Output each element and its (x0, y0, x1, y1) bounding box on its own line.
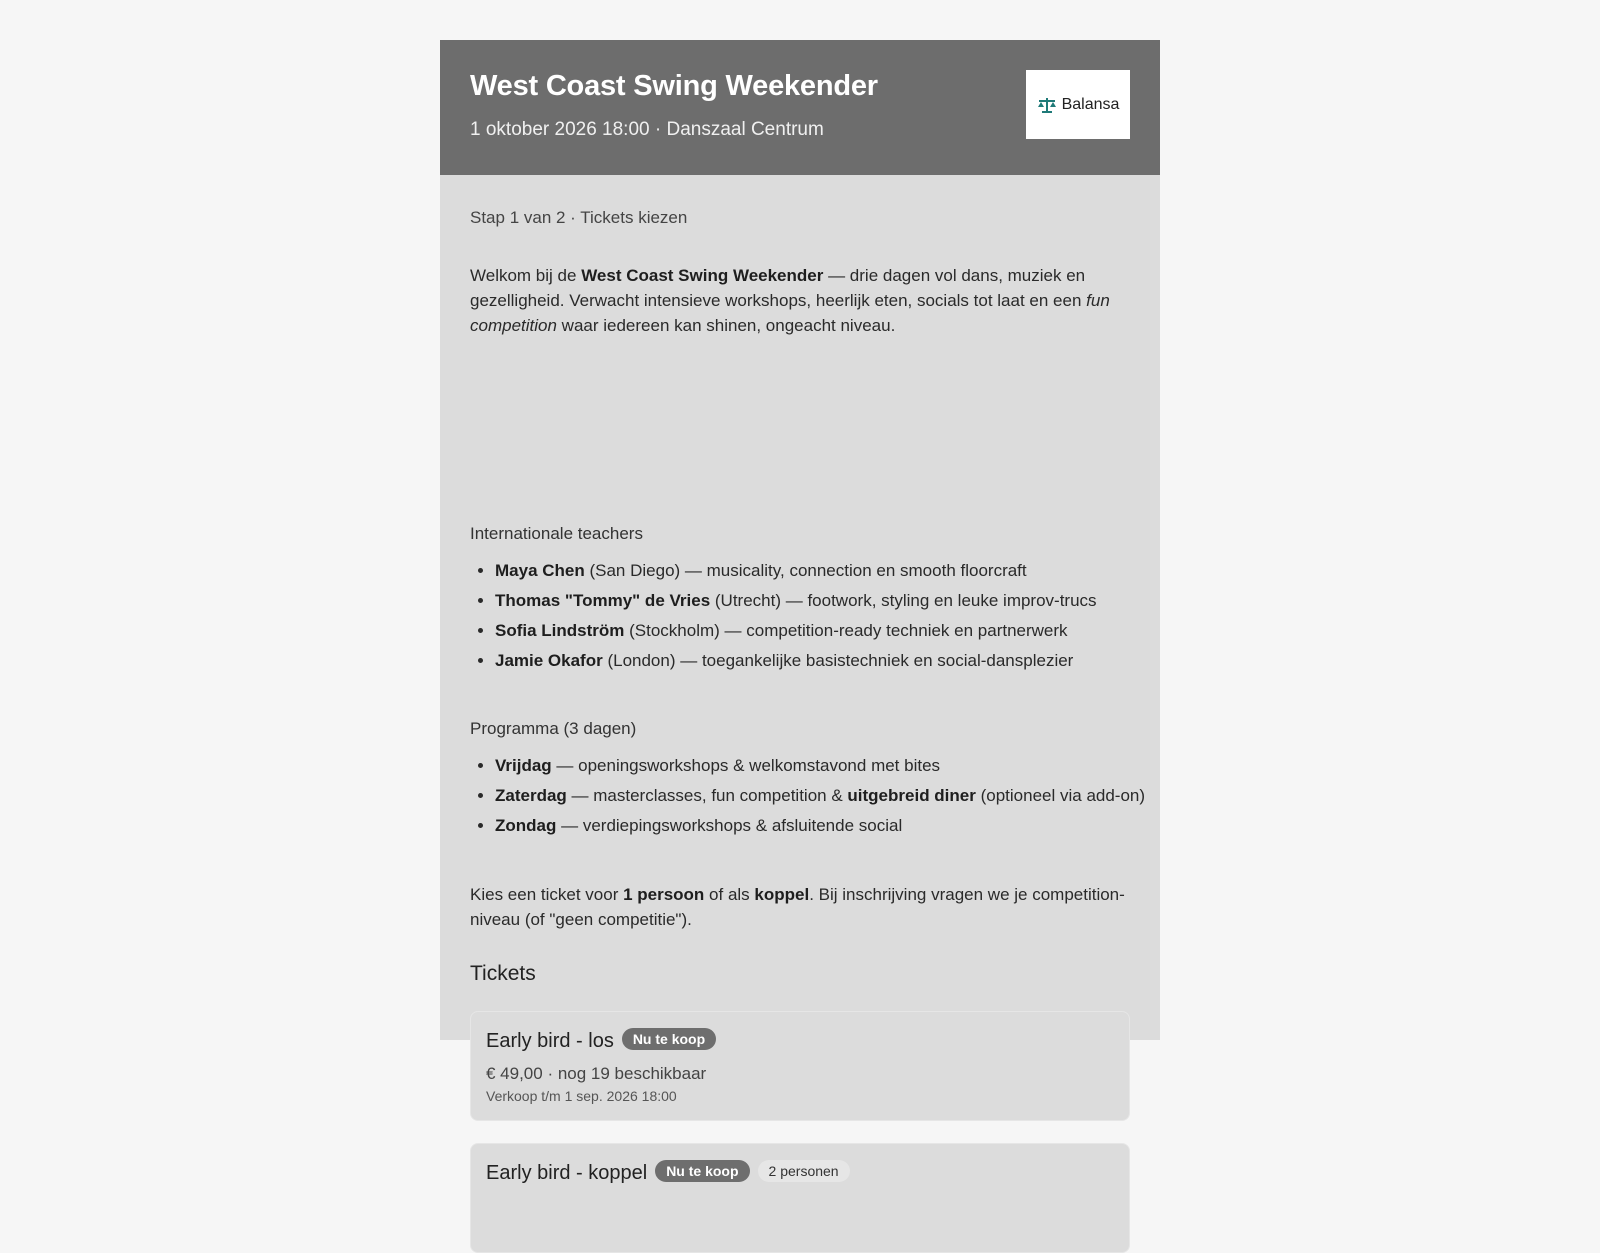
intro-text-part: — drie dagen vol dans, muziek en gezelligheid. Verwacht intensieve workshops, heerlijk eten, socials tot laat en een (470, 266, 1087, 310)
ticket-sale-end: Verkoop t/m 1 sep. 2026 18:00 (486, 1088, 677, 1104)
list-item (495, 558, 1160, 583)
event-header (440, 40, 1160, 175)
teacher-name: Thomas "Tommy" de Vries (495, 591, 711, 610)
organizer-logo (1026, 70, 1130, 139)
program-day: Zaterdag (495, 786, 567, 805)
choose-couple: koppel (754, 885, 810, 904)
choose-text-part: of als (704, 885, 755, 904)
list-item (495, 813, 1160, 838)
program-details: (optioneel via add-on) (975, 786, 1146, 805)
teacher-details: (London) — toegankelijke basistechniek en social-dansplezier (602, 651, 1074, 670)
intro-event-name: West Coast Swing Weekender (581, 266, 824, 285)
persons-badge: 2 personen (758, 1160, 850, 1182)
step-indicator: Stap 1 van 2 · Tickets kiezen (470, 208, 688, 227)
list-item (495, 588, 1160, 613)
teacher-details: (San Diego) — musicality, connection en smooth floorcraft (584, 561, 1027, 580)
program-details: — openingsworkshops & welkomstavond met bites (551, 756, 941, 775)
choose-one-person: 1 persoon (623, 885, 705, 904)
program-details: — masterclasses, fun competition & (566, 786, 848, 805)
ticket-name-row (486, 1160, 850, 1185)
status-badge: Nu te koop (622, 1028, 716, 1050)
status-badge: Nu te koop (655, 1160, 749, 1182)
ticket-option-early-bird-single[interactable] (470, 1011, 1130, 1121)
ticket-option-early-bird-couple[interactable] (470, 1143, 1130, 1253)
program-day: Zondag (495, 816, 557, 835)
intro-text (470, 263, 1130, 338)
teachers-list (470, 558, 1160, 678)
ticket-name-row (486, 1028, 716, 1053)
ticket-name: Early bird - koppel (486, 1162, 648, 1184)
choose-text-part: . Bij inschrijving vragen we je competition-niveau (of "geen competitie"). (470, 885, 1125, 929)
list-item (495, 648, 1160, 673)
list-item (495, 753, 1160, 778)
program-day: Vrijdag (495, 756, 552, 775)
teacher-details: (Utrecht) — footwork, styling en leuke improv-trucs (710, 591, 1097, 610)
teachers-label: Internationale teachers (470, 524, 643, 543)
choose-text-part: Kies een ticket voor (470, 885, 624, 904)
program-details: — verdiepingsworkshops & afsluitende social (556, 816, 903, 835)
teacher-name: Sofia Lindström (495, 621, 625, 640)
list-item (495, 618, 1160, 643)
list-item (495, 783, 1160, 808)
event-card (440, 40, 1160, 1184)
teacher-name: Jamie Okafor (495, 651, 603, 670)
event-date-location: 1 oktober 2026 18:00 · Danszaal Centrum (470, 119, 824, 140)
ticket-name: Early bird - los (486, 1030, 614, 1052)
program-list (470, 753, 1160, 843)
ticket-price: € 49,00 · nog 19 beschikbaar (486, 1064, 707, 1083)
teacher-details: (Stockholm) — competition-ready techniek en partnerwerk (624, 621, 1068, 640)
scales-icon (1037, 97, 1057, 113)
choose-ticket-text (470, 882, 1130, 932)
intro-text-part: Welkom bij de (470, 266, 582, 285)
logo-text: Balansa (1061, 95, 1120, 113)
program-dinner: uitgebreid diner (847, 786, 976, 805)
tickets-heading: Tickets (470, 962, 536, 985)
intro-fun-competition: fun competition (470, 291, 1110, 335)
program-label: Programma (3 dagen) (470, 719, 637, 738)
intro-text-part: waar iedereen kan shinen, ongeacht niveau. (556, 316, 896, 335)
event-title: West Coast Swing Weekender (470, 70, 878, 102)
teacher-name: Maya Chen (495, 561, 585, 580)
